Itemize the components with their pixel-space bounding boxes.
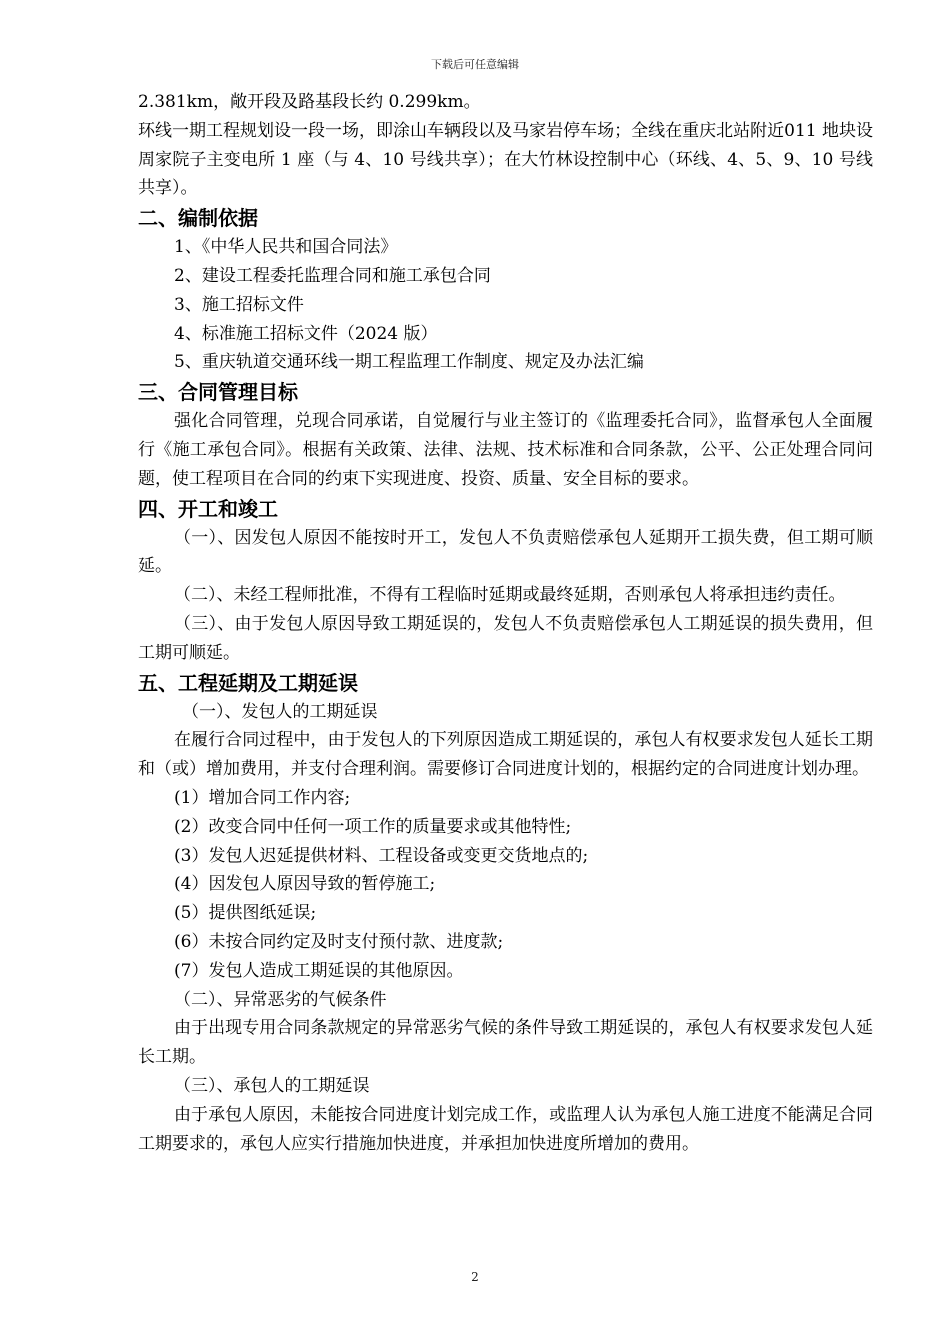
basis-item: 4、标准施工招标文件（2024 版） bbox=[174, 323, 438, 344]
intro-paragraph-2: 环线一期工程规划设一段一场，即涂山车辆段以及马家岩停车场；全线在重庆北站附近011 地块设周家院子主变电所 1 座（与 4、10 号线共享）；在大竹林设控制中心（环线、4、5、9、10 号线共享）。 bbox=[138, 120, 873, 199]
employer-delay-item: (7）发包人造成工期延误的其他原因。 bbox=[174, 960, 464, 981]
contractor-delay-paragraph: 由于承包人原因，未能按合同进度计划完成工作，或监理人认为承包人施工进度不能满足合同工期要求的，承包人应实行措施加快进度，并承担加快进度所增加的费用。 bbox=[138, 1104, 873, 1154]
basis-item: 1、《中华人民共和国合同法》 bbox=[174, 237, 398, 258]
section-heading-goals: 三、合同管理目标 bbox=[138, 380, 298, 405]
document-body bbox=[138, 88, 873, 1158]
page-header: 下载后可任意编辑 bbox=[431, 58, 519, 71]
goals-paragraph: 强化合同管理，兑现合同承诺，自觉履行与业主签订的《监理委托合同》，监督承包人全面履行《施工承包合同》。根据有关政策、法律、法规、技术标准和合同条款，公平、公正处理合同问题，使工程项目在合同的约束下实现进度、投资、质量、安全目标的要求。 bbox=[138, 411, 873, 489]
employer-delay-item: (2）改变合同中任何一项工作的质量要求或其他特性; bbox=[174, 816, 572, 837]
start-completion-paragraph: （三）、由于发包人原因导致工期延误的，发包人不负责赔偿承包人工期延误的损失费用，但工期可顺延。 bbox=[138, 613, 873, 663]
employer-delay-item: (4）因发包人原因导致的暂停施工; bbox=[174, 874, 436, 895]
weather-paragraph: 由于出现专用合同条款规定的异常恶劣气候的条件导致工期延误的，承包人有权要求发包人延长工期。 bbox=[138, 1018, 873, 1068]
employer-delay-item: (1）增加合同工作内容; bbox=[174, 787, 351, 808]
start-completion-paragraph: （二）、未经工程师批准，不得有工程临时延期或最终延期，否则承包人将承担违约责任。 bbox=[174, 585, 846, 606]
employer-delay-item: (3）发包人迟延提供材料、工程设备或变更交货地点的; bbox=[174, 845, 589, 866]
start-completion-paragraph: （一）、因发包人原因不能按时开工，发包人不负责赔偿承包人延期开工损失费，但工期可顺延。 bbox=[138, 527, 873, 577]
basis-item: 5、重庆轨道交通环线一期工程监理工作制度、规定及办法汇编 bbox=[174, 352, 644, 373]
intro-paragraph-1: 2.381km，敞开段及路基段长约 0.299km。 bbox=[138, 92, 481, 112]
employer-delay-item: (6）未按合同约定及时支付预付款、进度款; bbox=[174, 931, 504, 952]
section-heading-delays: 五、工程延期及工期延误 bbox=[138, 670, 358, 695]
section-heading-basis: 二、编制依据 bbox=[138, 206, 258, 231]
page-number: 2 bbox=[471, 1270, 479, 1284]
subsection-title-weather: （二）、异常恶劣的气候条件 bbox=[174, 989, 387, 1010]
subsection-title-employer-delay: （一）、发包人的工期延误 bbox=[182, 701, 378, 722]
subsection-title-contractor-delay: （三）、承包人的工期延误 bbox=[174, 1075, 370, 1096]
employer-delay-item: (5）提供图纸延误; bbox=[174, 903, 317, 924]
basis-item: 2、建设工程委托监理合同和施工承包合同 bbox=[174, 265, 491, 286]
basis-item: 3、施工招标文件 bbox=[174, 294, 304, 315]
section-heading-start-completion: 四、开工和竣工 bbox=[138, 496, 278, 521]
employer-delay-paragraph: 在履行合同过程中，由于发包人的下列原因造成工期延误的，承包人有权要求发包人延长工期和（或）增加费用，并支付合理利润。需要修订合同进度计划的，根据约定的合同进度计划办理。 bbox=[138, 730, 873, 780]
